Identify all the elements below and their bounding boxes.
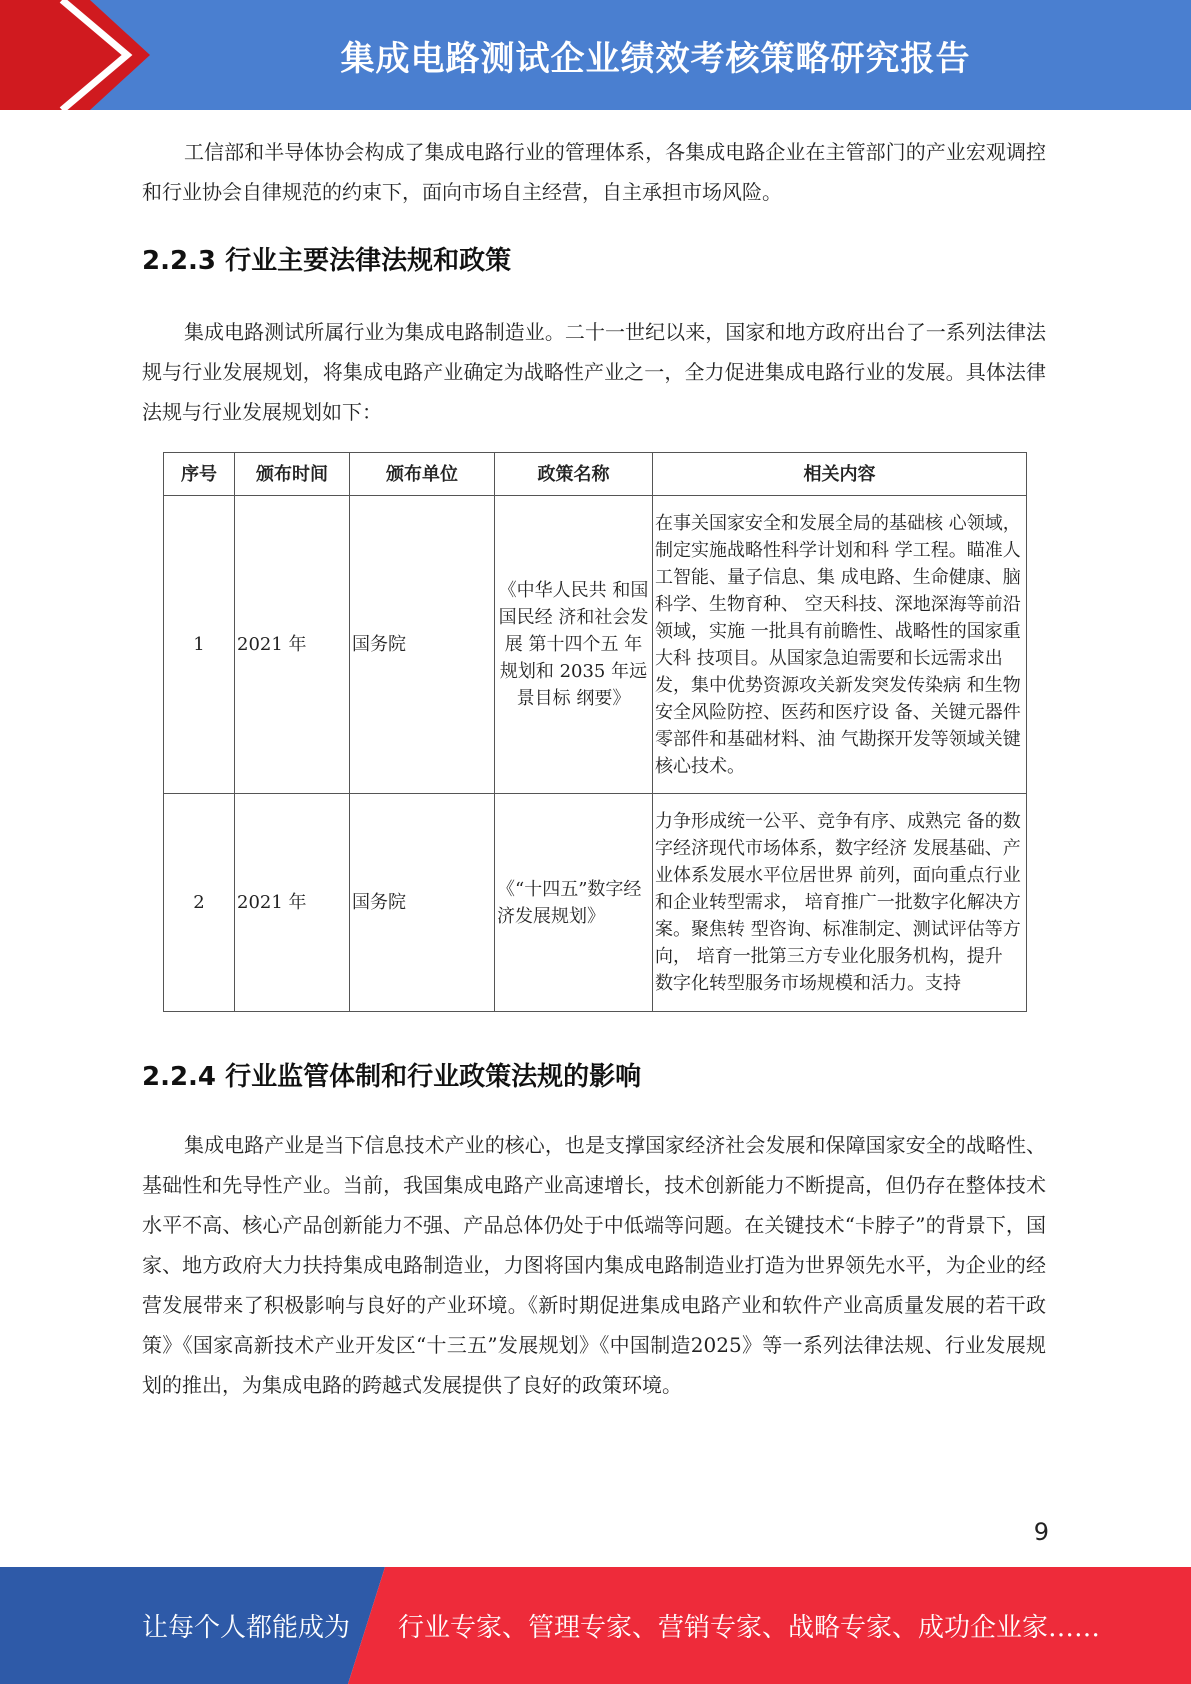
cell-no: 2 <box>164 794 235 1012</box>
header-no: 序号 <box>164 453 235 496</box>
cell-time: 2021 年 <box>235 496 350 794</box>
section-heading-2-2-4: 2.2.4 行业监管体制和行业政策法规的影响 <box>142 1062 642 1092</box>
header-arrow-decoration <box>0 0 180 110</box>
footer-slogan-left: 让每个人都能成为 <box>142 1613 351 1643</box>
cell-unit: 国务院 <box>350 794 495 1012</box>
report-title: 集成电路测试企业绩效考核策略研究报告 <box>340 38 971 79</box>
cell-content: 力争形成统一公平、竞争有序、成熟完 备的数字经济现代市场体系，数字经济 发展基础、产业体系发展水平位居世界 前列，面向重点行业和企业转型需求， 培育推广一批数字化解决方案。聚焦转 型咨询、标准制定、测试评估等方向， 培育一批第三方专业化服务机构，提升 数字化转型服务市场规模和活力。支持 <box>653 794 1027 1012</box>
section-2-2-3-paragraph: 集成电路测试所属行业为集成电路制造业。二十一世纪以来，国家和地方政府出台了一系列法律法规与行业发展规划，将集成电路产业确定为战略性产业之一，全力促进集成电路行业的发展。具体法律法规与行业发展规划如下： <box>142 320 1046 424</box>
table-row <box>164 496 1027 794</box>
header-unit: 颁布单位 <box>350 453 495 496</box>
header-banner <box>0 0 1191 110</box>
cell-content: 在事关国家安全和发展全局的基础核 心领域，制定实施战略性科学计划和科 学工程。瞄准人工智能、量子信息、集 成电路、生命健康、脑科学、生物育种、 空天科技、深地深海等前沿领域，实施 一批具有前瞻性、战略性的国家重大科 技项目。从国家急迫需要和长远需求出 发，集中优势资源攻关新发突发传染病 和生物安全风险防控、医药和医疗设 备、关键元器件零部件和基础材料、油 气勘探开发等领域关键核心技术。 <box>653 496 1027 794</box>
cell-time: 2021 年 <box>235 794 350 1012</box>
section-2-2-3-body <box>142 312 1046 432</box>
page-number: 9 <box>1033 1518 1049 1546</box>
cell-unit: 国务院 <box>350 496 495 794</box>
cell-no: 1 <box>164 496 235 794</box>
cell-policy-name: 《中华人民共 和国国民经 济和社会发展 第十四个五 年规划和 2035 年远景目标 纲要》 <box>495 496 653 794</box>
section-2-2-4-paragraph: 集成电路产业是当下信息技术产业的核心，也是支撑国家经济社会发展和保障国家安全的战略性、基础性和先导性产业。当前，我国集成电路产业高速增长，技术创新能力不断提高，但仍存在整体技术水平不高、核心产品创新能力不强、产品总体仍处于中低端等问题。在关键技术“卡脖子”的背景下，国家、地方政府大力扶持集成电路制造业，力图将国内集成电路制造业打造为世界领先水平，为企业的经营发展带来了积极影响与良好的产业环境。《新时期促进集成电路产业和软件产业高质量发展的若干政策》《国家高新技术产业开发区“十三五”发展规划》《中国制造2025》等一系列法律法规、行业发展规划的推出，为集成电路的跨越式发展提供了良好的政策环境。 <box>142 1133 1046 1397</box>
table-row <box>164 794 1027 1012</box>
footer-banner <box>0 1567 1191 1684</box>
section-heading-2-2-3: 2.2.3 行业主要法律法规和政策 <box>142 246 512 276</box>
header-content: 相关内容 <box>653 453 1027 496</box>
footer-slogan-right: 行业专家、管理专家、营销专家、战略专家、成功企业家…… <box>398 1613 1101 1643</box>
table-header-row <box>164 453 1027 496</box>
policy-table <box>163 452 1027 1012</box>
header-policy-name: 政策名称 <box>495 453 653 496</box>
section-2-2-4-body <box>142 1125 1046 1405</box>
intro-section <box>142 132 1046 212</box>
intro-paragraph: 工信部和半导体协会构成了集成电路行业的管理体系，各集成电路企业在主管部门的产业宏观调控和行业协会自律规范的约束下，面向市场自主经营，自主承担市场风险。 <box>142 140 1046 204</box>
header-time: 颁布时间 <box>235 453 350 496</box>
cell-policy-name: 《“十四五”数字经济发展规划》 <box>495 794 653 1012</box>
